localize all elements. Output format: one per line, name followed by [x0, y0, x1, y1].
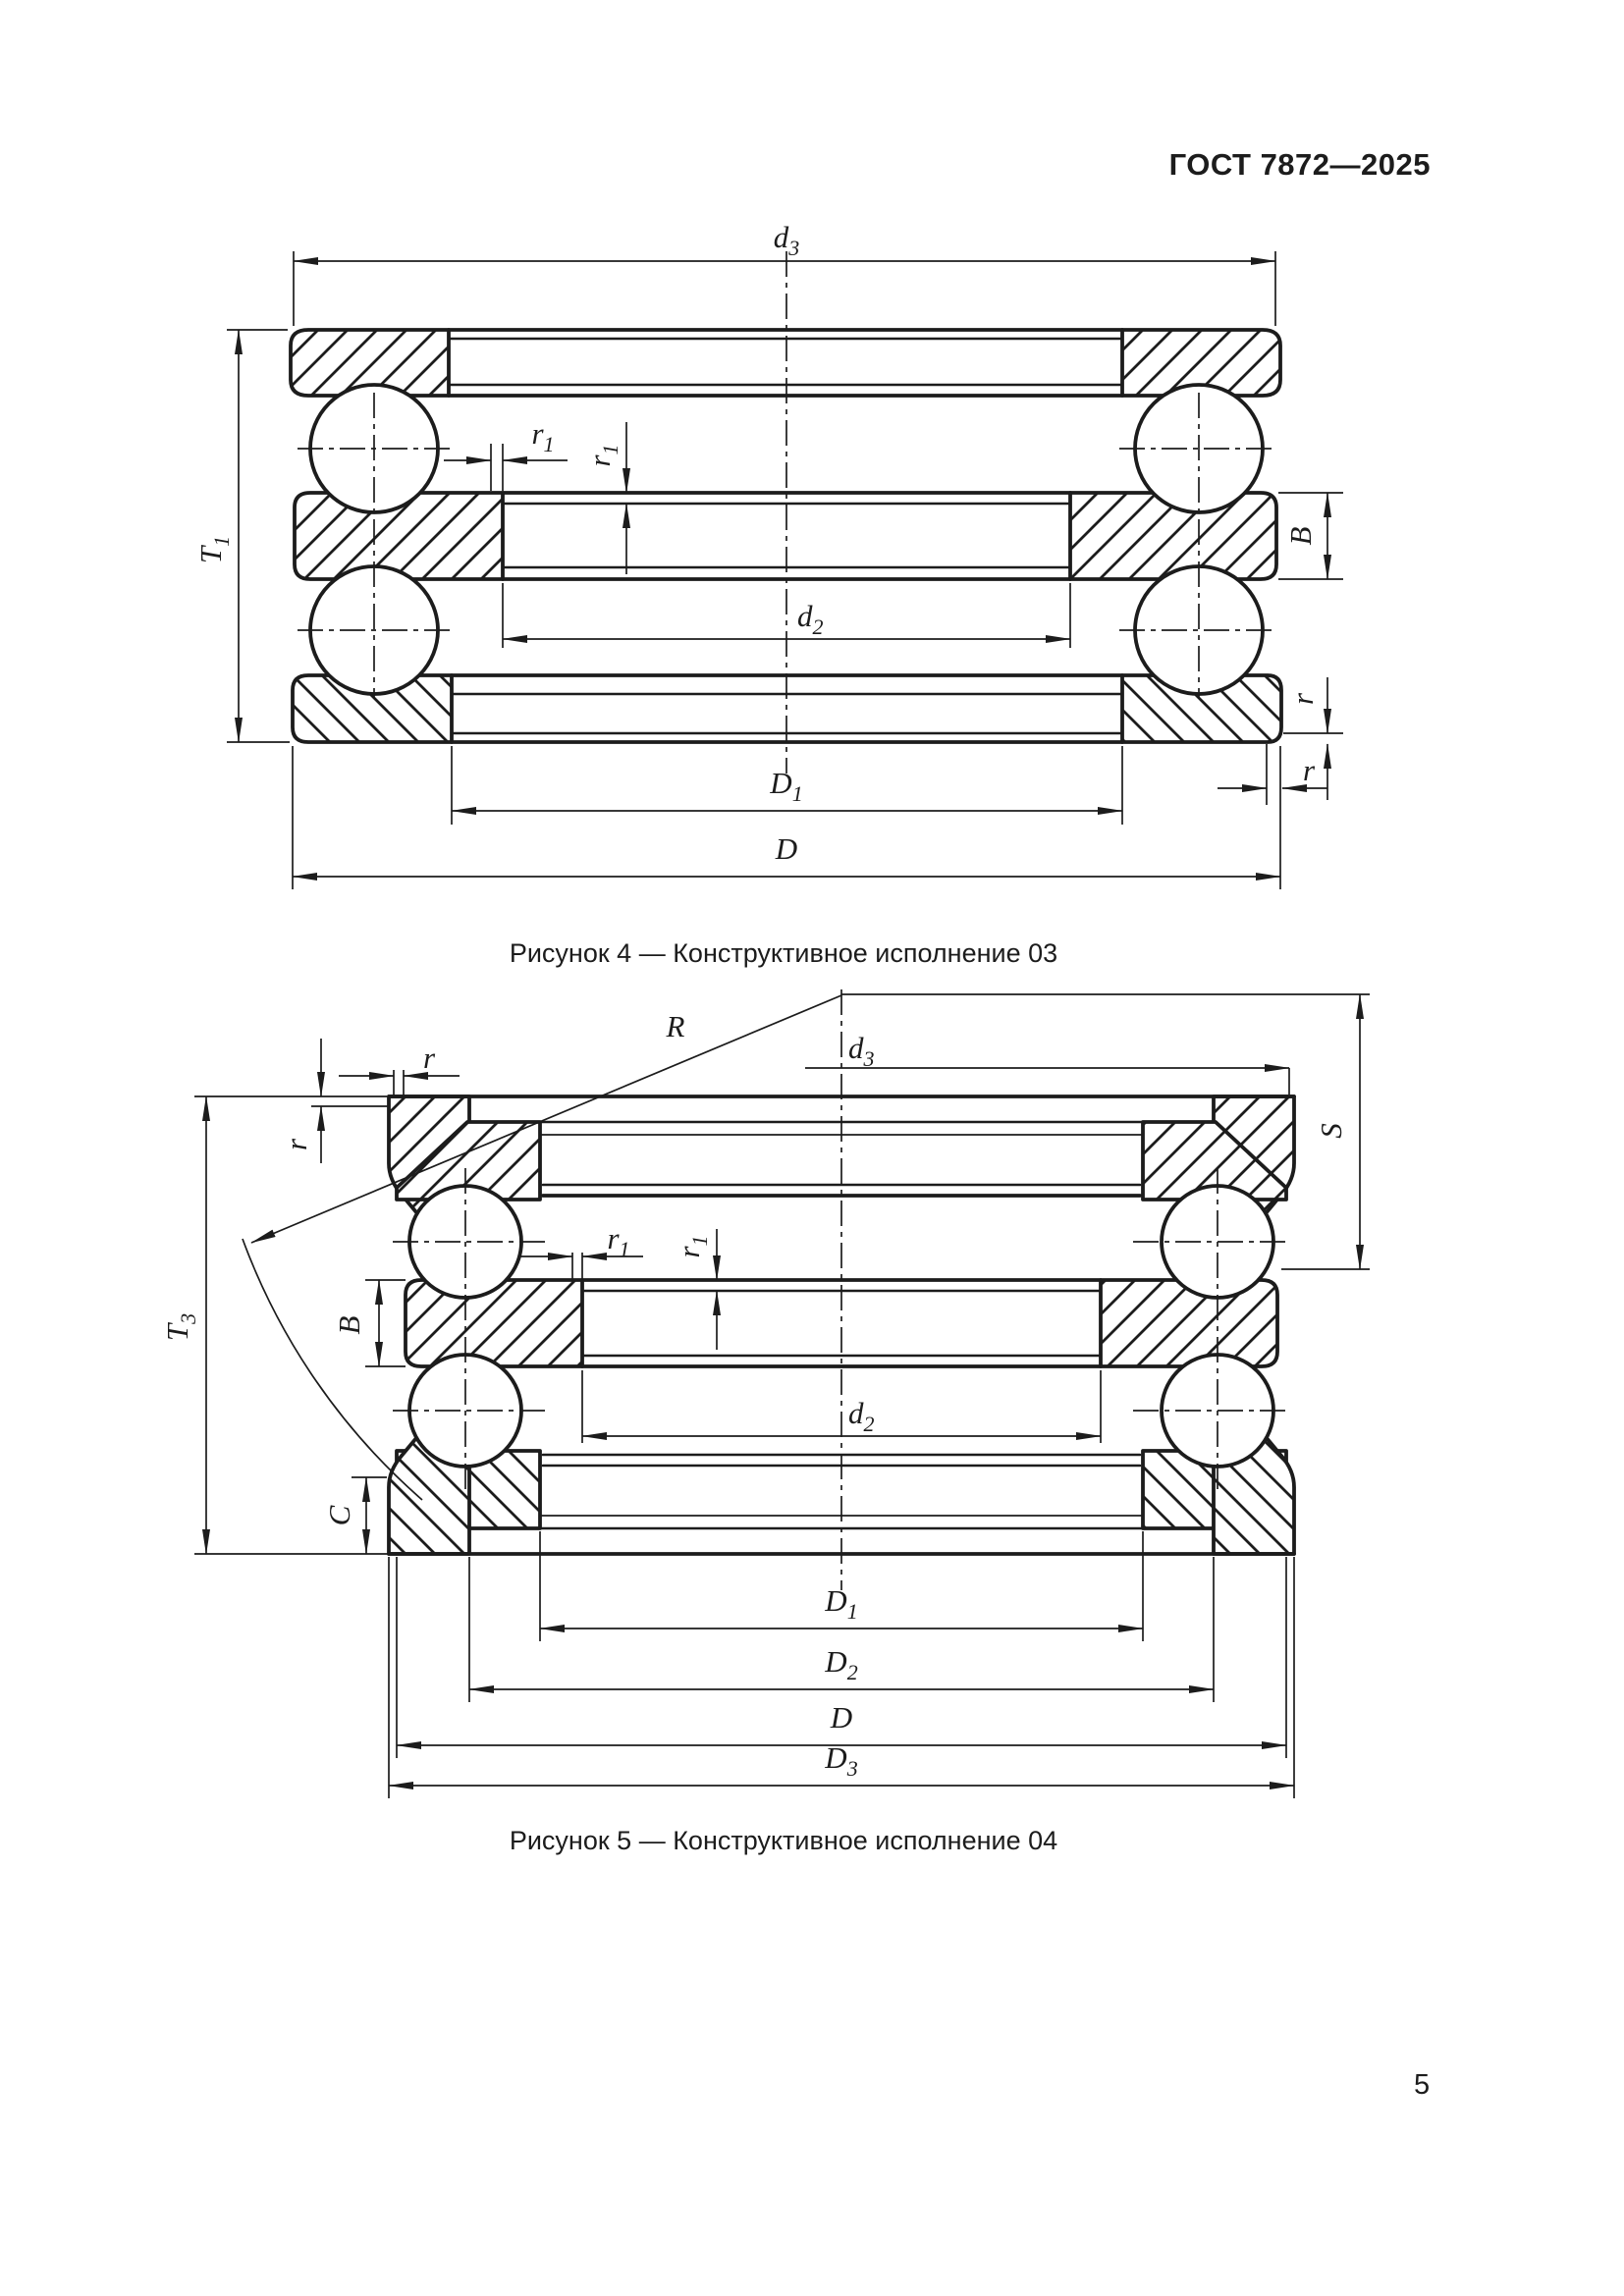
dim-label-r: r — [422, 1041, 436, 1075]
dim-label-R: R — [666, 1009, 685, 1043]
dim-label-T3: $T_3$ — [160, 1312, 200, 1342]
figure4-caption: Рисунок 4 — Конструктивное исполнение 03 — [509, 938, 1058, 968]
dim-label-d3: $d_3$ — [848, 1031, 875, 1071]
dim-label-D: D — [830, 1700, 853, 1735]
fig5-dimension-D2 — [469, 1557, 1214, 1702]
fig5-dimension-r1-vertical — [672, 1229, 717, 1350]
dim-label-B: B — [1283, 526, 1318, 546]
dim-label-D2: $D_2$ — [825, 1644, 858, 1684]
fig5-dimension-d3 — [805, 1031, 1289, 1095]
dim-label-D3: $D_3$ — [825, 1740, 858, 1781]
fig5-dimension-r-horizontal — [339, 1041, 460, 1096]
dim-label-r: r — [1302, 753, 1316, 787]
figure4-drawing — [193, 220, 1343, 889]
dim-label-D1: $D_1$ — [770, 766, 803, 806]
dim-label-d2: $d_2$ — [848, 1396, 875, 1436]
figure5-drawing — [160, 989, 1370, 1798]
fig4-dimension-r1-vertical — [582, 422, 626, 574]
fig5-dimension-C — [322, 1477, 387, 1554]
dim-label-B: B — [332, 1315, 366, 1335]
fig4-dimension-d3 — [294, 220, 1275, 326]
fig4-dimension-r-horizontal — [1218, 744, 1327, 805]
fig5-bottom-washer-with-seat — [194, 1423, 1294, 1554]
dim-label-r1: $r_1$ — [582, 444, 623, 467]
dim-label-T1: $T_1$ — [193, 535, 234, 564]
fig5-dimension-B — [332, 1280, 406, 1366]
dim-label-D: D — [775, 831, 798, 866]
dim-label-r1: $r_1$ — [607, 1221, 630, 1261]
dim-label-r: r — [279, 1138, 313, 1151]
dim-label-d2: $d_2$ — [797, 599, 824, 639]
fig4-middle-washer — [295, 493, 1276, 579]
dim-label-r: r — [1285, 692, 1320, 706]
fig4-dimension-T1 — [193, 330, 290, 742]
dim-label-D1: $D_1$ — [825, 1583, 858, 1624]
fig4-dimension-B — [1278, 493, 1343, 579]
fig4-dimension-r1-horizontal — [444, 416, 568, 491]
standard-number: ГОСТ 7872—2025 — [1168, 147, 1431, 182]
fig5-dimension-r1-horizontal — [520, 1221, 643, 1280]
fig4-top-washer — [291, 330, 1280, 396]
dim-label-C: C — [322, 1505, 356, 1526]
page-number: 5 — [1414, 2069, 1431, 2101]
dim-label-S: S — [1314, 1123, 1348, 1139]
fig5-dimension-r-vertical — [279, 1039, 389, 1163]
figure5-caption: Рисунок 5 — Конструктивное исполнение 04 — [509, 1826, 1058, 1855]
dim-label-r1: $r_1$ — [531, 416, 555, 456]
dim-label-r1: $r_1$ — [672, 1235, 712, 1258]
dim-label-d3: $d_3$ — [773, 220, 800, 260]
